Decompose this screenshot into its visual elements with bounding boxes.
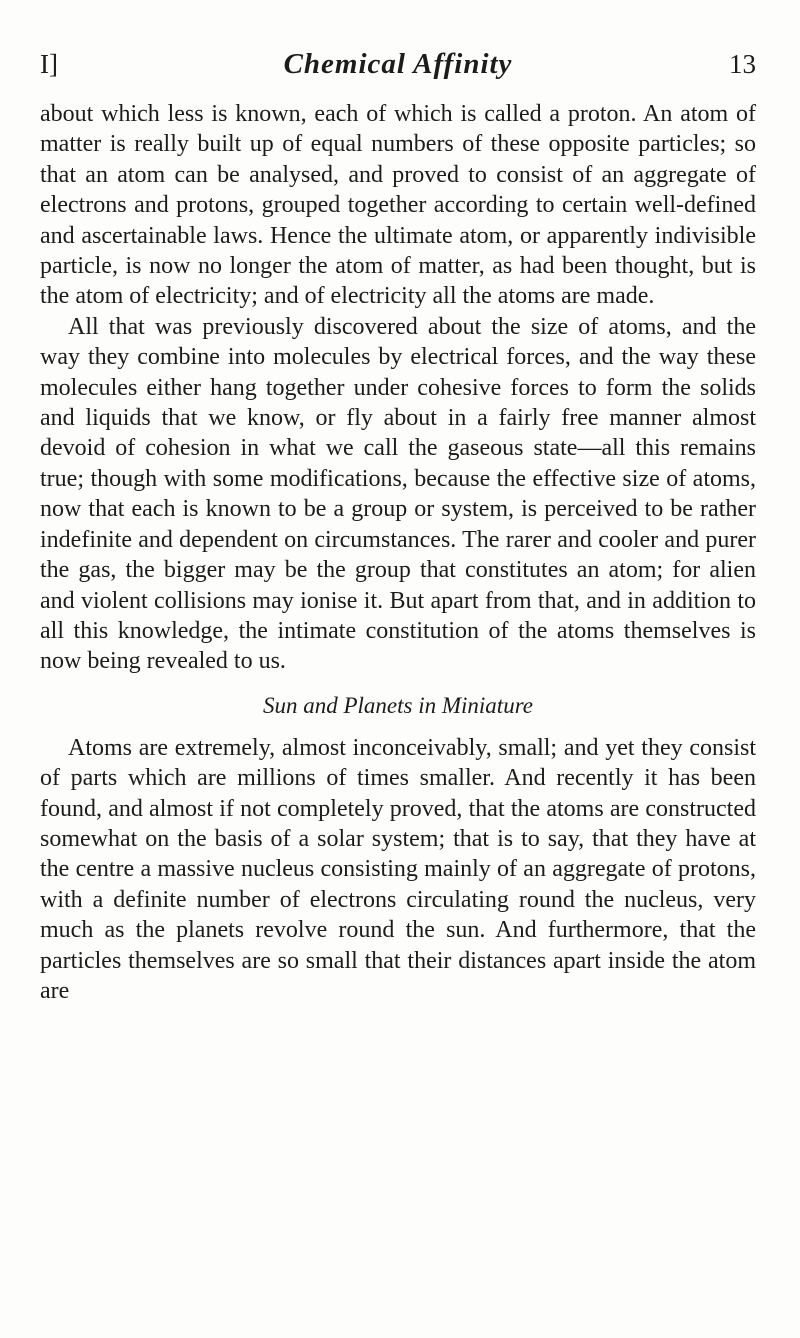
- page-number: 13: [729, 49, 756, 79]
- chapter-number: I]: [40, 49, 58, 79]
- running-head: [40, 44, 756, 84]
- section-heading: Sun and Planets in Miniature: [262, 692, 533, 718]
- paragraph-3: Atoms are extremely, almost inconceivably, small; and yet they consist of parts which are millions of times smaller. And recently it has been found, and almost if not completely proved, that the atoms are constructed somewhat on the basis of a solar system; that is to say, that they have at the centre a massive nucleus consisting mainly of an aggregate of protons, with a definite number of electrons circulating round the nucleus, very much as the planets revolve round the sun. And furthermore, that the particles themselves are so small that their distances apart inside the atom are: [40, 734, 756, 1004]
- paragraph-2: All that was previously discovered about the size of atoms, and the way they combine into molecules by electrical forces, and the way these molecules either hang together under cohesive forces to form the solids and liquids that we know, or fly about in a fairly free manner almost devoid of cohesion in what we call the gaseous state—all this remains true; though with some modifications, because the effective size of atoms, now that each is known to be a group or system, is perceived to be rather indefinite and dependent on circumstances. The rarer and cooler and purer the gas, the bigger may be the group that constitutes an atom; for alien and violent collisions may ionise it. But apart from that, and in addition to all this knowledge, the intimate constitution of the atoms themselves is now being revealed to us.: [40, 313, 756, 675]
- running-title: Chemical Affinity: [283, 48, 513, 80]
- book-page: [40, 0, 756, 1338]
- body-text: [40, 99, 756, 1006]
- paragraph-1: about which less is known, each of which is called a proton. An atom of matter is really built up of equal numbers of these opposite particles; so that an atom can be analysed, and proved to consist of an aggregate of electrons and protons, grouped together according to certain well-defined and ascertainable laws. Hence the ultimate atom, or apparently indivisible particle, is now no longer the atom of matter, as had been thought, but is the atom of electricity; and of electricity all the atoms are made.: [40, 101, 756, 310]
